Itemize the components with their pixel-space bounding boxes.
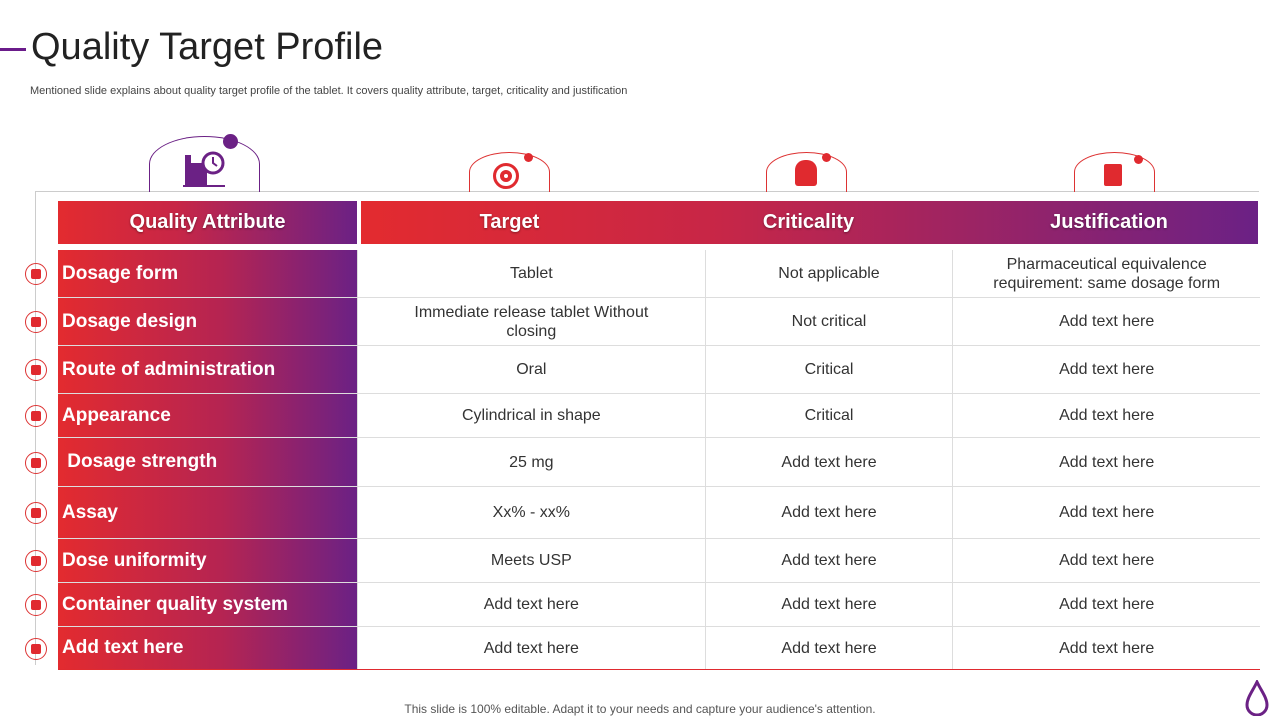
attribute-cell: Dosage design [58, 298, 357, 345]
head-gear-icon [795, 160, 817, 186]
target-icon [493, 163, 519, 189]
logo-drop-icon [1244, 680, 1270, 716]
table-row [58, 627, 1260, 670]
criticality-cell: Add text here [705, 583, 953, 626]
container-icon [25, 311, 47, 333]
document-icon [1104, 164, 1122, 186]
gear-icon [25, 359, 47, 381]
arc-dot [223, 134, 238, 149]
target-cell: Cylindrical in shape [357, 394, 705, 437]
target-cell: Add text here [357, 583, 705, 626]
justification-cell: Add text here [952, 539, 1260, 582]
page-subtitle: Mentioned slide explains about quality target profile of the tablet. It covers quality attribute, target, criticality and justification [30, 85, 628, 97]
page-title: Quality Target Profile [31, 26, 384, 68]
pills-icon [25, 452, 47, 474]
criticality-cell: Add text here [705, 627, 953, 669]
attribute-cell: Dose uniformity [58, 539, 357, 582]
target-cell: Tablet [357, 250, 705, 297]
table-row [58, 539, 1260, 583]
justification-cell: Add text here [952, 438, 1260, 486]
attribute-cell: Dosage strength [58, 438, 357, 486]
justification-cell: Add text here [952, 394, 1260, 437]
target-cell: Immediate release tablet Without closing [357, 298, 705, 345]
table-row [58, 346, 1260, 394]
attribute-cell: Add text here [58, 627, 357, 669]
justification-cell: Add text here [952, 627, 1260, 669]
header-justification: Justification [1050, 211, 1168, 233]
criticality-cell: Critical [705, 346, 953, 393]
target-cell: 25 mg [357, 438, 705, 486]
attribute-cell: Assay [58, 487, 357, 538]
justification-cell: Add text here [952, 487, 1260, 538]
lab-icon [25, 550, 47, 572]
target-cell: Add text here [357, 627, 705, 669]
container-system-icon [25, 594, 47, 616]
arc-dot [524, 153, 533, 162]
title-accent-line [0, 48, 26, 51]
table-row [58, 487, 1260, 539]
table-row [58, 438, 1260, 487]
header-criticality: Criticality [762, 211, 855, 233]
justification-cell: Add text here [952, 346, 1260, 393]
table-bottom-line [58, 669, 1260, 670]
justification-cell: Add text here [952, 583, 1260, 626]
attribute-cell: Container quality system [58, 583, 357, 626]
justification-cell: Pharmaceutical equivalence requirement: same dosage form [952, 250, 1260, 297]
header-quality-attribute: Quality Attribute [58, 201, 357, 244]
justification-cell: Add text here [952, 298, 1260, 345]
target-cell: Meets USP [357, 539, 705, 582]
add-document-icon [25, 638, 47, 660]
document-icon [25, 263, 47, 285]
target-cell: Xx% - xx% [357, 487, 705, 538]
table-row [58, 298, 1260, 346]
criticality-cell: Not applicable [705, 250, 953, 297]
quality-clock-icon [183, 147, 225, 187]
criticality-cell: Not critical [705, 298, 953, 345]
arc-dot [822, 153, 831, 162]
flask-icon [25, 502, 47, 524]
table-row [58, 250, 1260, 298]
header-target: Target [479, 211, 540, 233]
arc-dot [1134, 155, 1143, 164]
table-row [58, 583, 1260, 627]
criticality-cell: Add text here [705, 487, 953, 538]
criticality-cell: Add text here [705, 438, 953, 486]
criticality-cell: Critical [705, 394, 953, 437]
target-cell: Oral [357, 346, 705, 393]
box-icon [25, 405, 47, 427]
attribute-cell: Dosage form [58, 250, 357, 297]
attribute-cell: Appearance [58, 394, 357, 437]
table-row [58, 394, 1260, 438]
attribute-cell: Route of administration [58, 346, 357, 393]
footer-note: This slide is 100% editable. Adapt it to your needs and capture your audience's attention. [404, 702, 876, 716]
criticality-cell: Add text here [705, 539, 953, 582]
